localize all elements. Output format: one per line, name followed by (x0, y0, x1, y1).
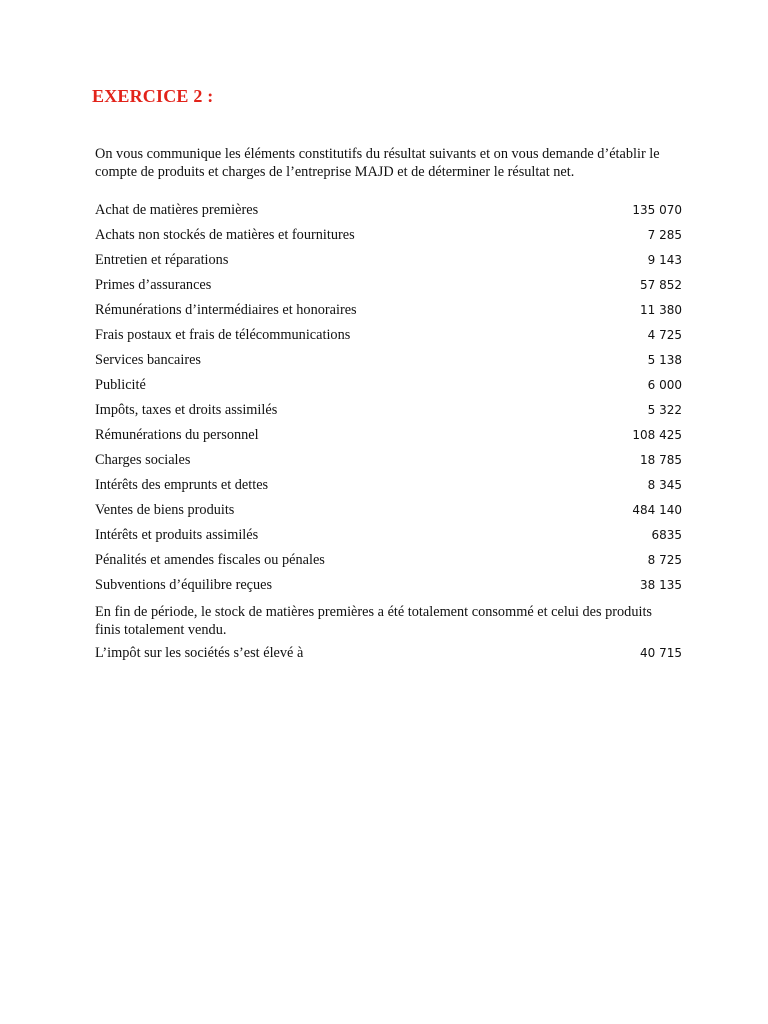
list-item (95, 477, 682, 502)
item-value: 6835 (651, 528, 682, 542)
item-label: Pénalités et amendes fiscales ou pénales (95, 552, 325, 568)
item-label: Impôts, taxes et droits assimilés (95, 402, 278, 418)
item-value: 108 425 (632, 428, 682, 442)
items-list (95, 202, 682, 602)
list-item (95, 402, 682, 427)
closing-note: En fin de période, le stock de matières premières a été totalement consommé et celui des produits finis totalement vendu. (95, 604, 652, 638)
item-value: 6 000 (647, 378, 682, 392)
item-label: Subventions d’équilibre reçues (95, 577, 273, 593)
list-item (95, 452, 682, 477)
item-value: 57 852 (640, 278, 682, 292)
list-item (95, 552, 682, 577)
item-label: Intérêts et produits assimilés (95, 527, 259, 543)
item-value: 4 725 (647, 328, 682, 342)
item-value: 5 138 (647, 353, 682, 367)
list-item (95, 427, 682, 452)
tax-value: 40 715 (640, 646, 682, 660)
item-label: Achat de matières premières (95, 202, 259, 218)
item-label: Entretien et réparations (95, 252, 229, 268)
item-label: Primes d’assurances (95, 277, 212, 293)
tax-row (95, 645, 682, 662)
item-label: Publicité (95, 377, 146, 393)
exercise-title: EXERCICE 2 : (92, 86, 214, 106)
item-label: Services bancaires (95, 352, 201, 368)
item-value: 8 725 (647, 553, 682, 567)
list-item (95, 502, 682, 527)
list-item (95, 252, 682, 277)
list-item (95, 202, 682, 227)
list-item (95, 527, 682, 552)
item-value: 7 285 (647, 228, 682, 242)
list-item (95, 352, 682, 377)
intro-paragraph: On vous communique les éléments constitutifs du résultat suivants et on vous demande d’établir le compte de produits et charges de l’entreprise MAJD et de déterminer le résultat net. (95, 146, 660, 180)
item-value: 8 345 (647, 478, 682, 492)
item-label: Charges sociales (95, 452, 191, 468)
item-label: Frais postaux et frais de télécommunications (95, 327, 351, 343)
item-value: 484 140 (632, 503, 682, 517)
list-item (95, 377, 682, 402)
item-label: Rémunérations du personnel (95, 427, 259, 443)
item-label: Achats non stockés de matières et fournitures (95, 227, 355, 243)
item-label: Rémunérations d’intermédiaires et honoraires (95, 302, 357, 318)
list-item (95, 302, 682, 327)
item-value: 5 322 (647, 403, 682, 417)
item-value: 38 135 (640, 578, 682, 592)
item-label: Ventes de biens produits (95, 502, 235, 518)
item-value: 18 785 (640, 453, 682, 467)
item-value: 11 380 (640, 303, 682, 317)
item-value: 135 070 (632, 203, 682, 217)
tax-label: L’impôt sur les sociétés s’est élevé à (95, 645, 304, 661)
item-label: Intérêts des emprunts et dettes (95, 477, 269, 493)
list-item (95, 577, 682, 602)
item-value: 9 143 (647, 253, 682, 267)
list-item (95, 227, 682, 252)
list-item (95, 327, 682, 352)
list-item (95, 277, 682, 302)
